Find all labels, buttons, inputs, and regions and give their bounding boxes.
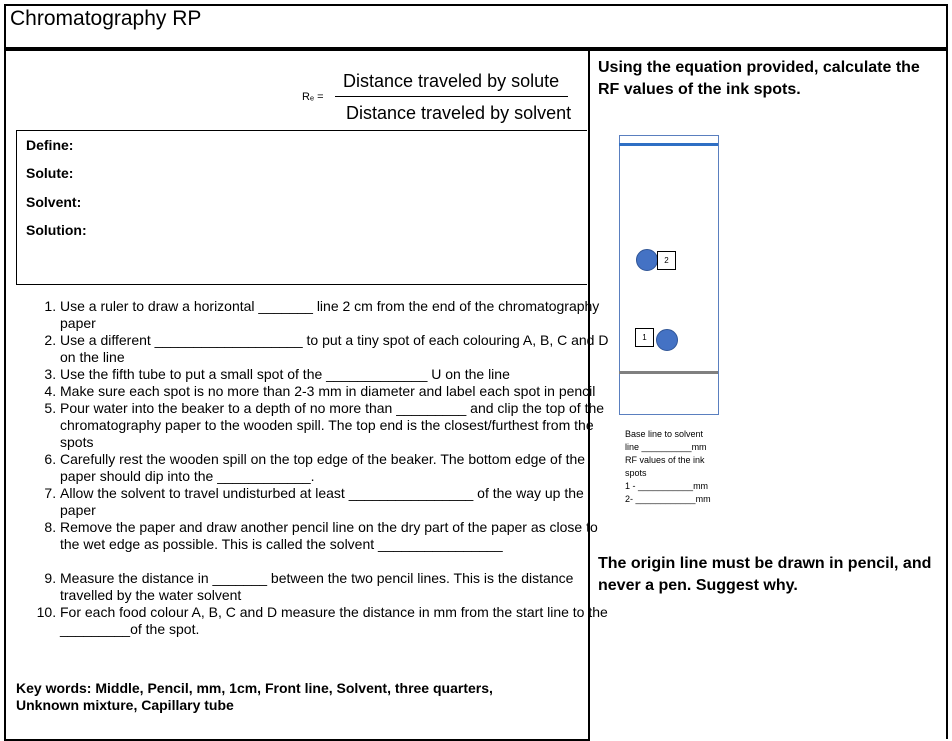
spot-label-2: 2 <box>657 251 676 270</box>
step-item: 4. Make sure each spot is no more than 2-3 mm in diameter and label each spot in pencil <box>60 383 620 400</box>
right-panel-border <box>946 49 948 739</box>
formula-numerator: Distance traveled by solute <box>343 71 560 91</box>
fraction-bar <box>335 96 568 97</box>
define-solution: Solution: <box>26 222 87 238</box>
key-words: Key words: Middle, Pencil, mm, 1cm, Front line, Solvent, three quarters, Unknown mixture, Capillary tube <box>16 680 493 713</box>
step-item: 9. Measure the distance in _______ between the two pencil lines. This is the distance travelled by the water solvent <box>60 570 620 604</box>
step-item: 6. Carefully rest the wooden spill on the top edge of the beaker. The bottom edge of the paper should dip into the ____________. <box>60 451 620 485</box>
method-steps <box>20 298 620 638</box>
formula-denominator: Distance traveled by solvent <box>346 103 572 123</box>
spot-label-1: 1 <box>635 328 654 347</box>
define-solute: Solute: <box>26 165 74 181</box>
solvent-front-line <box>619 143 718 146</box>
define-heading: Define: <box>26 137 74 153</box>
step-item: 7. Allow the solvent to travel undisturbed at least ________________ of the way up the paper <box>60 485 620 519</box>
note-line: 1 - ___________mm <box>625 481 709 491</box>
ink-spot-1 <box>656 329 678 351</box>
step-item: 5. Pour water into the beaker to a depth of no more than _________ and clip the top of the chromatography paper to the wooden spill. The top end is the closest/furthest from the spots <box>60 400 620 451</box>
question-pencil: The origin line must be drawn in pencil, and never a pen. Suggest why. <box>598 555 932 594</box>
page-title: Chromatography RP <box>10 7 202 30</box>
base-line <box>619 371 718 374</box>
step-item: 1. Use a ruler to draw a horizontal _______ line 2 cm from the end of the chromatography paper <box>60 298 620 332</box>
note-line: 2- ____________mm <box>625 494 711 504</box>
define-box <box>16 130 587 285</box>
note-line: spots <box>625 468 647 478</box>
note-line: line __________mm <box>625 442 707 452</box>
step-item: 10. For each food colour A, B, C and D measure the distance in mm from the start line to the _________of the spot. <box>60 604 620 638</box>
define-solvent: Solvent: <box>26 194 82 210</box>
note-line: RF values of the ink <box>625 455 705 465</box>
diagram-notes <box>625 428 735 506</box>
ink-spot-2 <box>636 249 658 271</box>
step-item: 3. Use the fifth tube to put a small spot of the _____________ U on the line <box>60 366 620 383</box>
step-item: 8. Remove the paper and draw another pencil line on the dry part of the paper as close to the wet edge as possible. This is called the solvent ________________ <box>60 519 620 553</box>
step-item: 2. Use a different ___________________ to put a tiny spot of each colouring A, B, C and D on the line <box>60 332 620 366</box>
rf-label: Rₑ = <box>302 91 324 103</box>
question-rf: Using the equation provided, calculate the RF values of the ink spots. <box>598 59 920 98</box>
note-line: Base line to solvent <box>625 429 704 439</box>
